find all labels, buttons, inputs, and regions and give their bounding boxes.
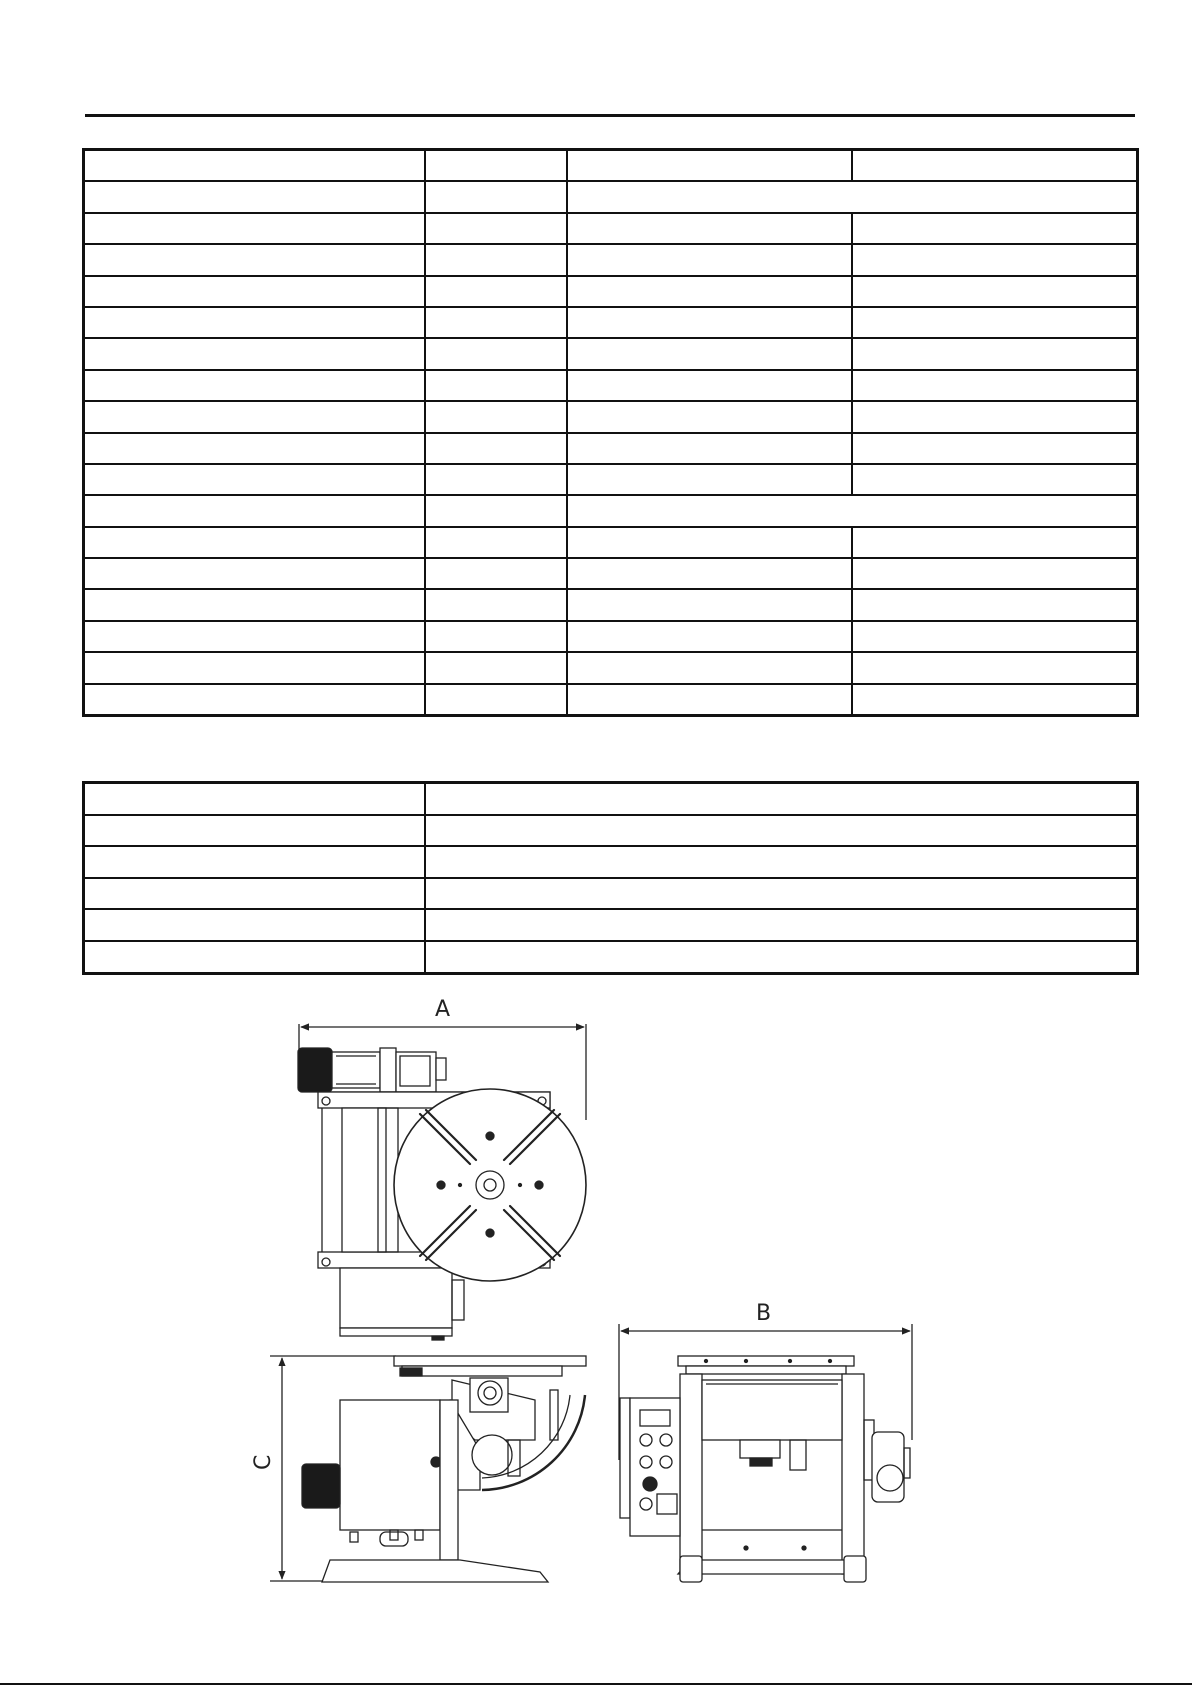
front-view-drawing xyxy=(619,1324,912,1582)
dimension-c-label: C xyxy=(251,1454,276,1470)
top-view-drawing xyxy=(298,1024,586,1340)
dimension-a-label: A xyxy=(435,997,451,1022)
side-view-drawing xyxy=(270,1356,586,1582)
dimension-b-label: B xyxy=(756,1301,772,1326)
